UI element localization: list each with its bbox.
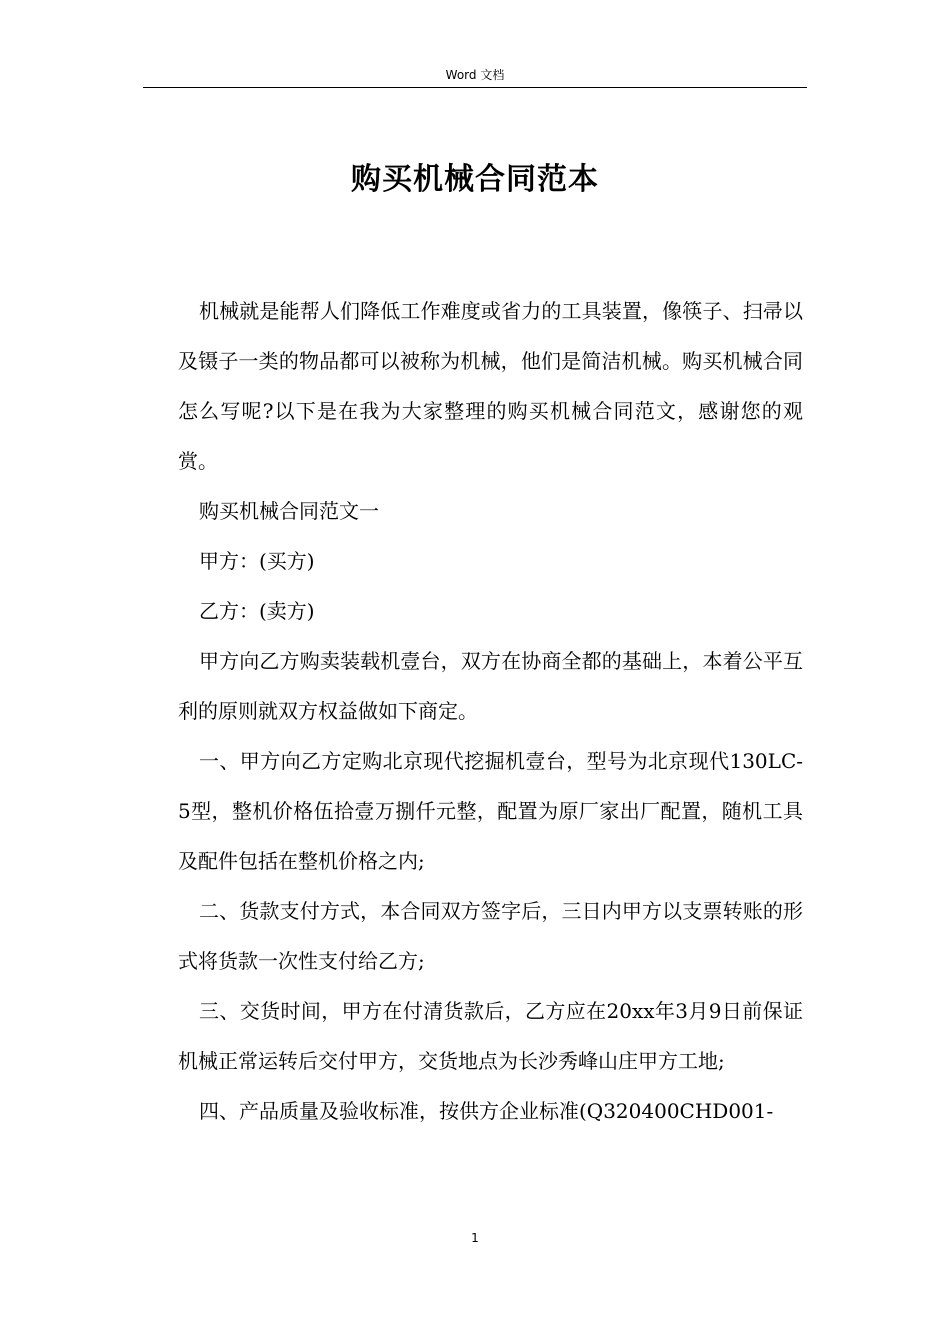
header-divider bbox=[143, 87, 807, 88]
paragraph-section-heading: 购买机械合同范文一 bbox=[199, 499, 379, 523]
paragraph-clause-2: 二、货款支付方式，本合同双方签字后，三日内甲方以支票转账的形式将货款一次性支付给乙方; bbox=[178, 899, 803, 973]
paragraph-intro: 机械就是能帮人们降低工作难度或省力的工具装置，像筷子、扫帚以及镊子一类的物品都可以被称为机械，他们是简洁机械。购买机械合同怎么写呢?以下是在我为大家整理的购买机械合同范文，感谢您的观赏。 bbox=[178, 299, 803, 473]
paragraph-clause-4: 四、产品质量及验收标准，按供方企业标准(Q320400CHD001- bbox=[199, 1099, 774, 1123]
page-header-label: Word 文档 bbox=[445, 68, 505, 82]
paragraph-preamble: 甲方向乙方购卖装载机壹台，双方在协商全都的基础上，本着公平互利的原则就双方权益做如下商定。 bbox=[178, 649, 803, 723]
paragraph-party-b: 乙方：(卖方) bbox=[199, 599, 315, 623]
paragraph-clause-1: 一、甲方向乙方定购北京现代挖掘机壹台，型号为北京现代130LC-5型，整机价格伍拾壹万捌仟元整，配置为原厂家出厂配置，随机工具及配件包括在整机价格之内; bbox=[178, 749, 803, 873]
document-body bbox=[178, 286, 803, 1136]
paragraph-clause-3: 三、交货时间，甲方在付清货款后，乙方应在20xx年3月9日前保证机械正常运转后交付甲方，交货地点为长沙秀峰山庄甲方工地; bbox=[178, 999, 803, 1073]
page-number: 1 bbox=[471, 1231, 479, 1245]
document-title: 购买机械合同范本 bbox=[351, 162, 599, 197]
paragraph-party-a: 甲方：(买方) bbox=[199, 549, 315, 573]
